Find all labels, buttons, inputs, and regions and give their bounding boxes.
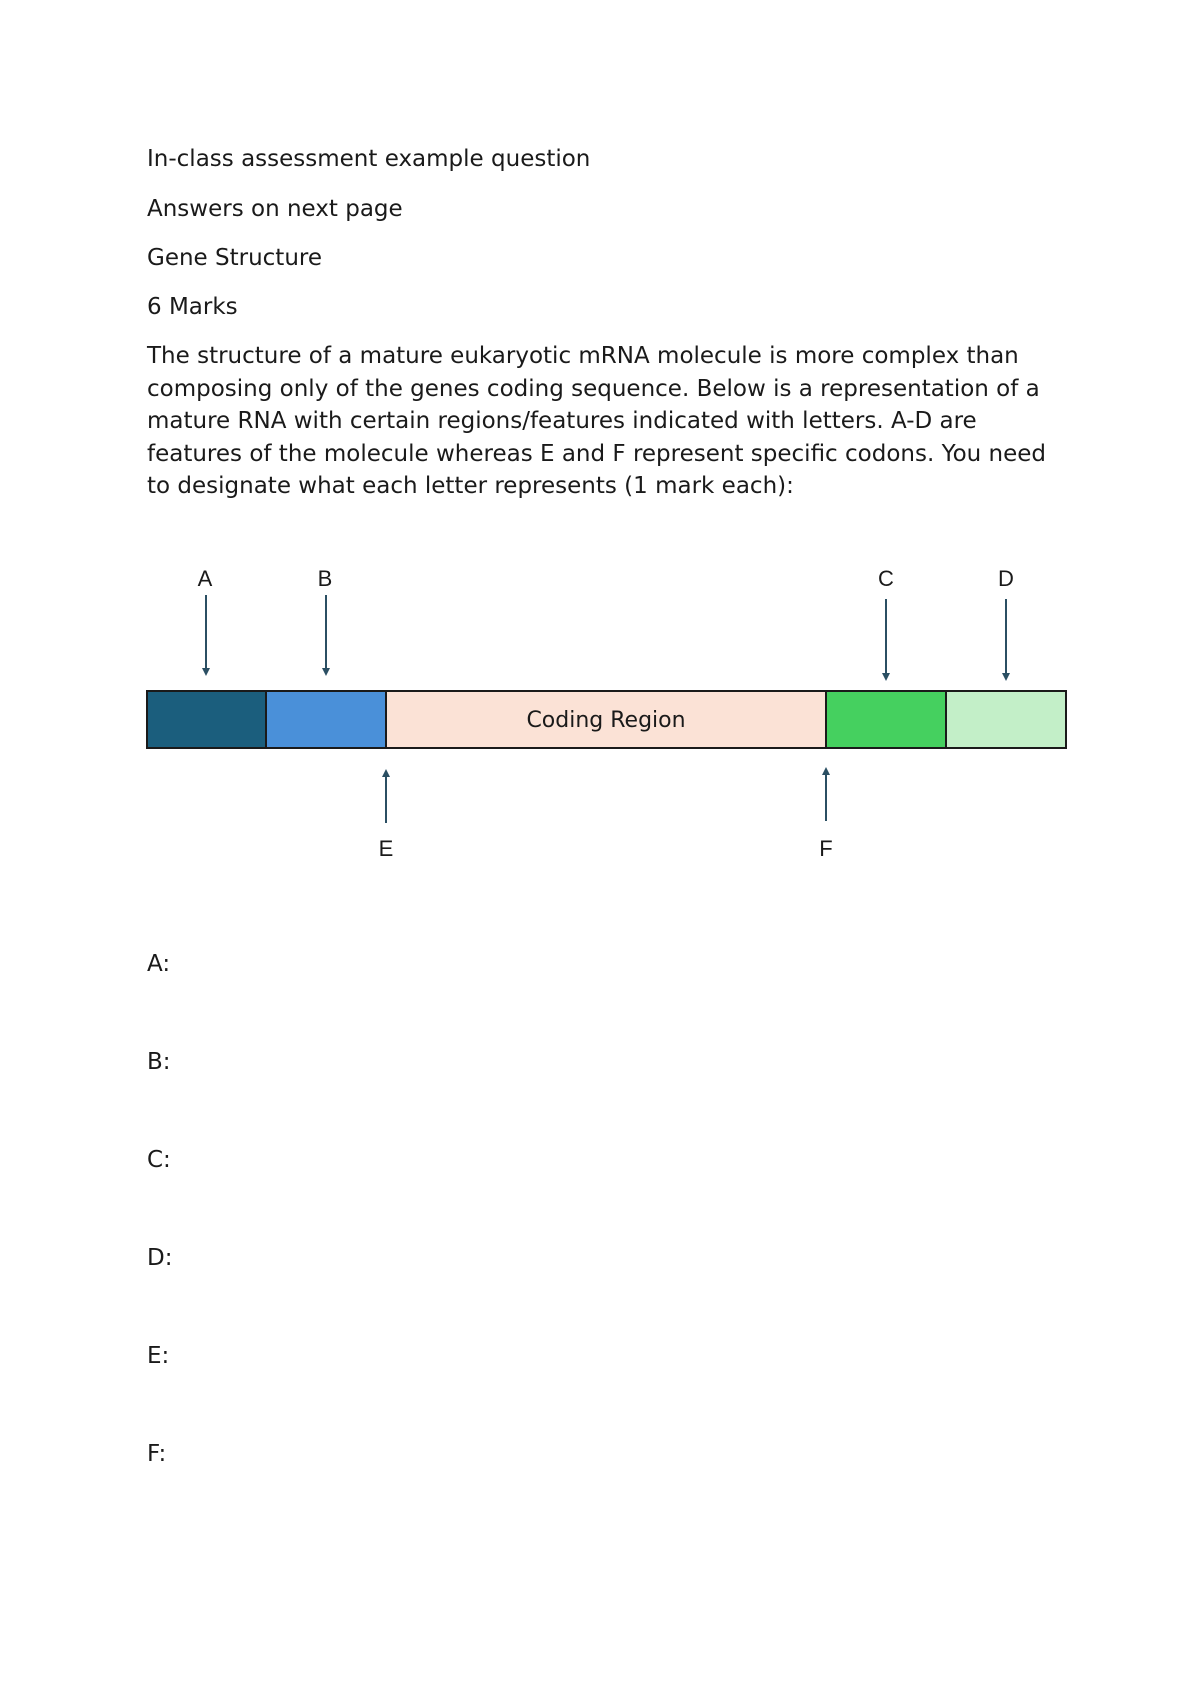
label-f: F bbox=[819, 836, 833, 861]
coding-region-label: Coding Region bbox=[526, 708, 686, 733]
label-a: A bbox=[197, 566, 213, 591]
document-title: In-class assessment example question bbox=[147, 146, 591, 172]
answer-label-b: B: bbox=[147, 1049, 171, 1075]
marks-label: 6 Marks bbox=[147, 294, 238, 320]
label-e: E bbox=[378, 836, 394, 861]
answer-label-d: D: bbox=[147, 1245, 173, 1271]
segment-c bbox=[826, 691, 946, 748]
mrna-diagram bbox=[140, 555, 1080, 875]
answer-label-e: E: bbox=[147, 1343, 170, 1369]
segment-d bbox=[946, 691, 1066, 748]
answer-label-a: A: bbox=[147, 951, 171, 977]
mrna-diagram-svg bbox=[140, 555, 1080, 875]
label-d: D bbox=[998, 566, 1014, 591]
answer-label-f: F: bbox=[147, 1441, 167, 1467]
segment-b bbox=[266, 691, 386, 748]
label-c: C bbox=[878, 566, 894, 591]
question-text: The structure of a mature eukaryotic mRNA molecule is more complex than composing only of the genes coding sequence. Below is a representation of a mature RNA with certain regions/features indicated with letters. A-D are features of the molecule whereas E and F represent specific codons. You need to designate what each letter represents (1 mark each): bbox=[147, 343, 1047, 499]
answers-note: Answers on next page bbox=[147, 196, 403, 222]
topic-heading: Gene Structure bbox=[147, 245, 323, 271]
segment-a bbox=[147, 691, 266, 748]
label-b: B bbox=[317, 566, 333, 591]
answer-label-c: C: bbox=[147, 1147, 171, 1173]
